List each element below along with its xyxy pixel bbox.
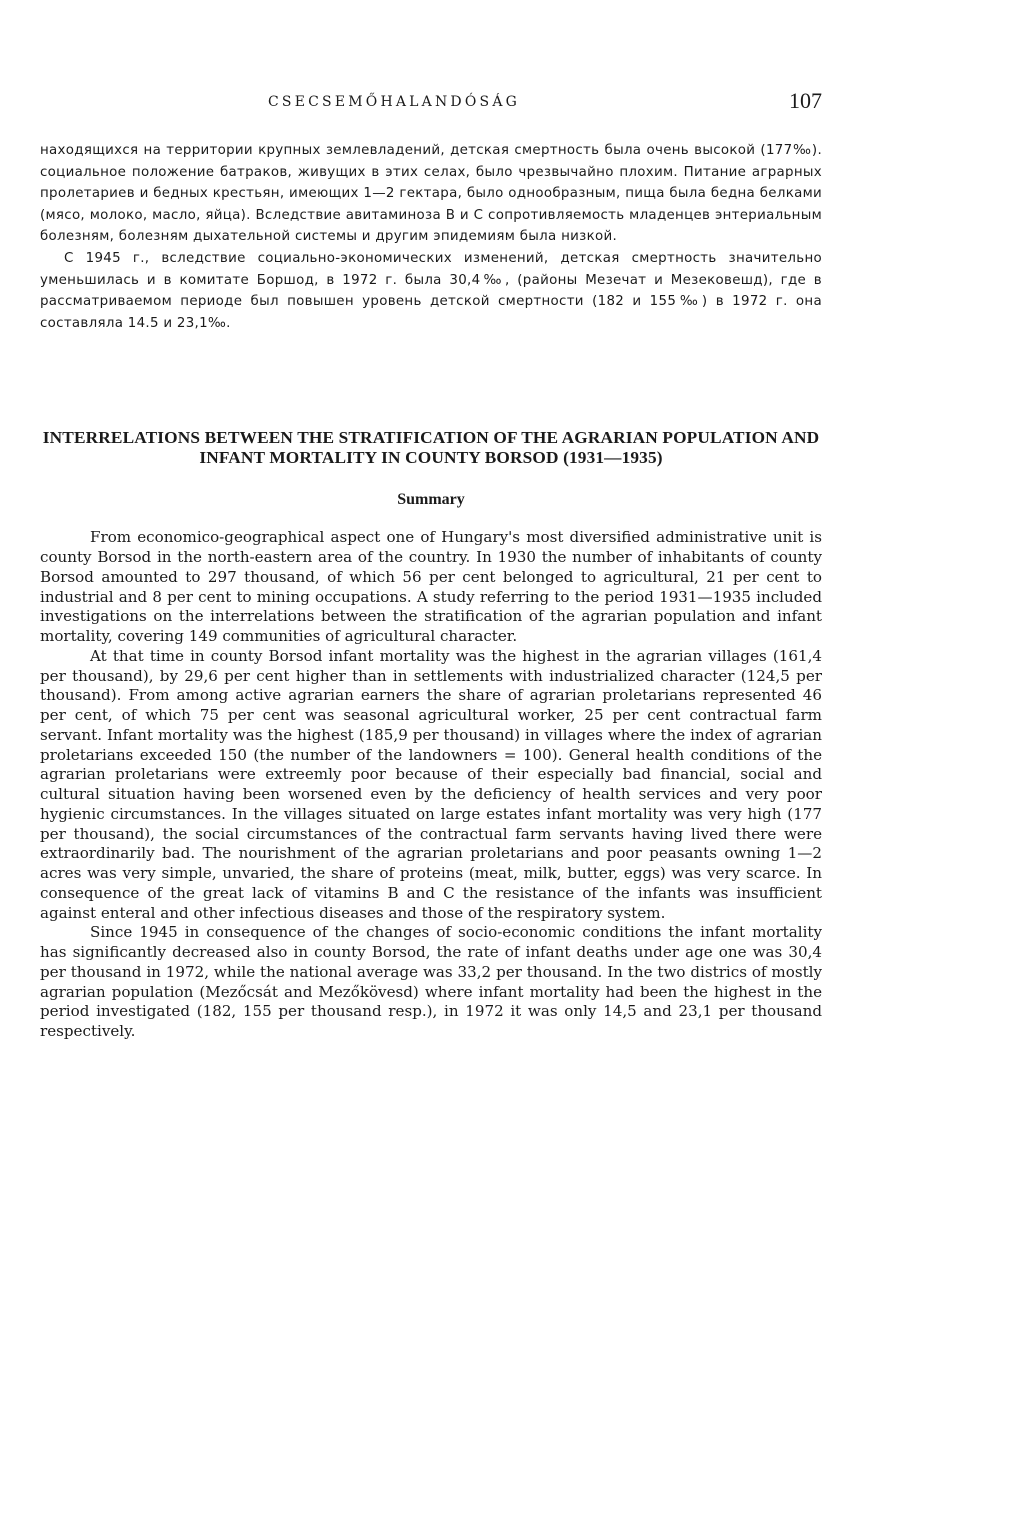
summary-heading: Summary: [397, 491, 465, 509]
english-summary: [40, 528, 822, 1042]
running-header: [40, 88, 822, 118]
russian-paragraph: находящихся на территории крупных землевладений, детская смертность была очень высокой (177‰). социальное положение батраков, живущих в этих селах, было чрезвычайно плохим. Питание аграрных пролетариев и бедных крестьян, имеющих 1—2 гектара, было однообразным, пища была бедна белками (мясо, молоко, масло, яйца). Вследствие авитаминоза В и С сопротивляемость младенцев энтериальным болезням, болезням дыхательной системы и другим эпидемиям была низкой.: [40, 143, 822, 245]
page: [40, 88, 822, 1042]
running-title: CSECSEMŐHALANDÓSÁG: [268, 94, 521, 110]
russian-text: [40, 140, 822, 334]
summary-paragraph: At that time in county Borsod infant mortality was the highest in the agrarian villages (161,4 per thousand), by 29,6 per cent higher than in settlements with industrialized character (124,5 per thousand). From among active agrarian earners the share of agrarian proletarians represented 46 per cent, of which 75 per cent was seasonal agricultural worker, 25 per cent contractual farm servant. Infant mortality was the highest (185,9 per thousand) in villages where the index of agrarian proletarians exceeded 150 (the number of the landowners = 100). General health conditions of the agrarian proletarians were extreemly poor because of their especially bad financial, social and cultural situation having been worsened even by the deficiency of health services and very poor hygienic circumstances. In the villages situated on large estates infant mortality was very high (177 per thousand), the social circumstances of the contractual farm servants having lived there were extraordinarily bad. The nourishment of the agrarian proletarians and poor peasants owning 1—2 acres was very simple, unvaried, the share of proteins (meat, milk, butter, eggs) was very scarce. In consequence of the great lack of vitamins B and C the resistance of the infants was insufficient against enteral and other infectious diseases and those of the respiratory system.: [40, 646, 822, 922]
summary-title: INTERRELATIONS BETWEEN THE STRATIFICATION OF THE AGRARIAN POPULATION AND INFANT MORTALITY IN COUNTY BORSOD (1931—1935): [42, 428, 820, 468]
summary-paragraph: Since 1945 in consequence of the changes of socio-economic conditions the infant mortality has significantly decreased also in county Borsod, the rate of infant deaths under age one was 30,4 per thousand in 1972, while the national average was 33,2 per thousand. In the two districs of mostly agrarian population (Mezőcsát and Mezőkövesd) where infant mortality had been the highest in the period investigated (182, 155 per thousand resp.), in 1972 it was only 14,5 and 23,1 per thousand respectively.: [40, 923, 822, 1041]
summary-paragraph: From economico-geographical aspect one of Hungary's most diversified administrative unit is county Borsod in the north-eastern area of the country. In 1930 the number of inhabitants of county Borsod amounted to 297 thousand, of which 56 per cent belonged to agricultural, 21 per cent to industrial and 8 per cent to mining occupations. A study referring to the period 1931—1935 included investigations on the interrelations between the stratification of the agrarian population and infant mortality, covering 149 communities of agricultural character.: [40, 528, 822, 646]
russian-paragraph: С 1945 г., вследствие социально-экономических изменений, детская смертность значительно уменьшилась и в комитате Боршод, в 1972 г. была 30,4‰, (районы Мезечат и Мезековешд), где в рассматриваемом периоде был повышен уровень детской смертности (182 и 155‰) в 1972 г. она составляла 14.5 и 23,1‰.: [40, 250, 822, 331]
page-number: 107: [789, 88, 822, 113]
